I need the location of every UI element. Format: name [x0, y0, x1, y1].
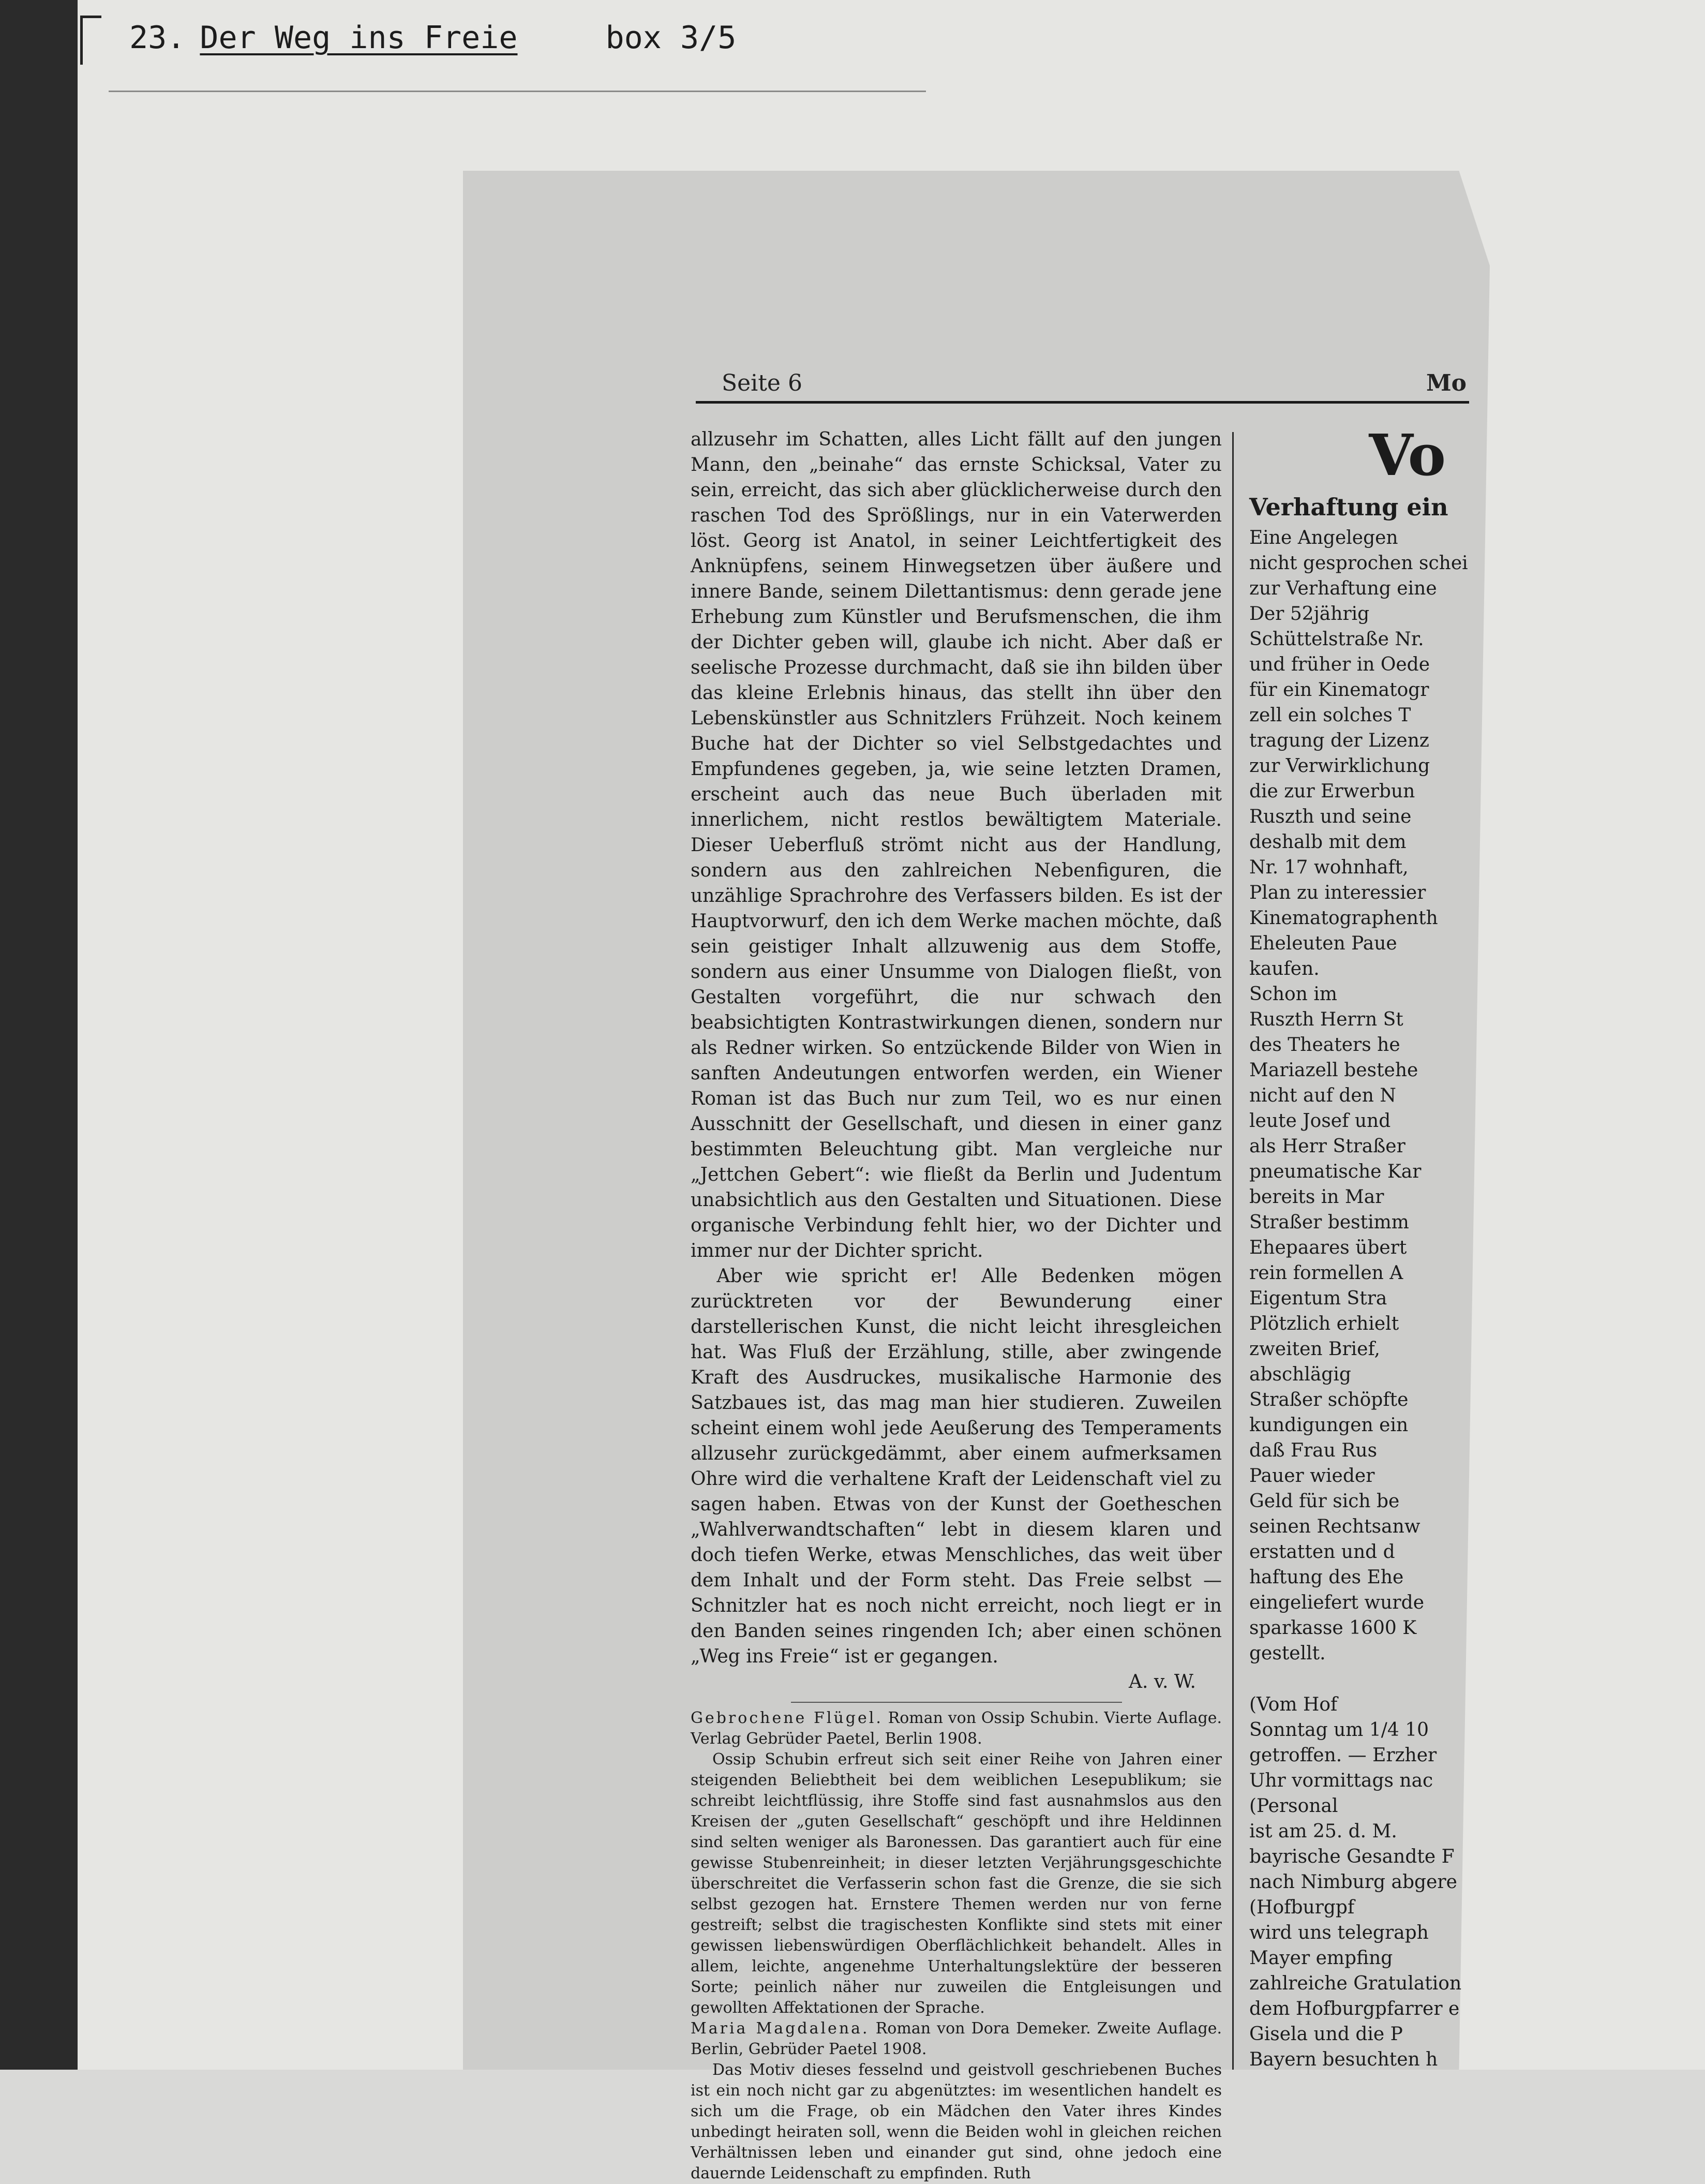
news-line: Plan zu interessier: [1249, 882, 1426, 903]
review-bibliography: Roman von Ossip Schubin. Vierte Auflage. Verlag Gebrüder Paetel, Berlin 1908.: [691, 1709, 1222, 1748]
news-line: Nr. 17 wohnhaft,: [1249, 857, 1409, 878]
news-line: Kinematographenth: [1249, 908, 1438, 929]
news-line: ist am 25. d. M.: [1249, 1821, 1397, 1842]
news-line: Bayern besuchten h: [1249, 2049, 1438, 2070]
header-rule: [109, 91, 926, 92]
news-line: Der 52jährig: [1249, 603, 1370, 625]
news-line: erstatten und d: [1249, 1541, 1395, 1563]
header-underline: [696, 401, 1469, 404]
news-line: Ehepaares übert: [1249, 1237, 1407, 1258]
news-line: Plötzlich erhielt: [1249, 1313, 1399, 1334]
news-line: Mayer empfing: [1249, 1948, 1393, 1969]
news-line: bereits in Mar: [1249, 1186, 1384, 1208]
news-line: (Personal: [1249, 1795, 1338, 1817]
news-line: Pauer wieder: [1249, 1465, 1375, 1487]
news-line: für ein Kinematogr: [1249, 679, 1429, 701]
news-line: nach Nimburg abgere: [1249, 1871, 1457, 1893]
news-line: zahlreiche Gratulation: [1249, 1973, 1462, 1994]
column-rule: [1232, 432, 1234, 2070]
right-news-column: [1249, 422, 1468, 2070]
news-line: Straßer bestimm: [1249, 1212, 1409, 1233]
news-line: pneumatische Kar: [1249, 1161, 1422, 1182]
news-line: deshalb mit dem: [1249, 831, 1407, 853]
news-line: [1249, 1666, 1446, 1692]
review-gebrochene-fluegel: [691, 1708, 1222, 2018]
news-line: getroffen. — Erzher: [1249, 1745, 1437, 1766]
news-line: zell ein solches T: [1249, 705, 1411, 726]
corner-mark: [80, 16, 101, 65]
news-line: (Vom Hof: [1249, 1694, 1338, 1715]
news-line: Eheleuten Paue: [1249, 933, 1397, 954]
review-title: Gebrochene Flügel.: [691, 1709, 883, 1727]
news-line: Straßer schöpfte: [1249, 1389, 1409, 1410]
news-line: daß Frau Rus: [1249, 1440, 1378, 1461]
review-maria-magdalena: [691, 2018, 1222, 2184]
news-line: Ruszth Herrn St: [1249, 1009, 1403, 1030]
news-line: abschlägig: [1249, 1364, 1351, 1385]
news-line: Sonntag um 1/4 10: [1249, 1719, 1429, 1741]
news-headline: Verhaftung ein: [1249, 493, 1448, 521]
news-line: zur Verhaftung eine: [1249, 578, 1437, 599]
news-line: Eine Angelegen: [1249, 527, 1398, 548]
review-bibliography: Roman von Dora Demeker. Zweite Auflage. Berlin, Gebrüder Paetel 1908.: [691, 2019, 1222, 2058]
news-line: Geld für sich be: [1249, 1491, 1400, 1512]
archive-header: [129, 20, 736, 66]
news-line: Eigentum Stra: [1249, 1288, 1387, 1309]
news-line: tragung der Lizenz: [1249, 730, 1429, 751]
news-line: Schon im: [1249, 984, 1337, 1005]
news-line: gestellt.: [1249, 1643, 1326, 1664]
news-line: Gisela und die P: [1249, 2024, 1403, 2045]
news-line: die zur Erwerbun: [1249, 781, 1415, 802]
article-paragraph: Aber wie spricht er! Alle Bedenken mögen zurücktreten vor der Bewunderung einer darstellerischen Kunst, die nicht leicht ihresgleichen hat. Was Fluß der Erzählung, stille, aber zwingende Kraft des Ausdruckes, musikalische Harmonie des Satzbaues ist, das mag man hier studieren. Zuweilen scheint einem wohl jede Aeußerung des Temperaments allzusehr zurückgedämmt, aber einem aufmerksamen Ohre wird die verhaltene Kraft der Leidenschaft viel zu sagen haben. Etwas von der Kunst der Goetheschen „Wahlverwandtschaften“ lebt in diesem klaren und doch tiefen Werke, etwas Menschliches, das weit über dem Inhalt und der Form steht. Das Freie selbst — Schnitzler hat es noch nicht erreicht, noch liegt er in den Banden seines ringenden Ich; aber einen schönen „Weg ins Freie“ ist er gegangen.: [691, 1266, 1222, 1667]
review-title: Maria Magdalena.: [691, 2019, 870, 2038]
news-line: sparkasse 1600 K: [1249, 1617, 1417, 1639]
news-line: seinen Rechtsanw: [1249, 1516, 1420, 1537]
page-label: Seite 6: [722, 370, 802, 396]
main-article-column: [691, 427, 1222, 2184]
news-line: als Herr Straßer: [1249, 1136, 1405, 1157]
review-text: Das Motiv dieses fesselnd und geistvoll geschriebenen Buches ist ein noch nicht gar zu abgenütztes: im wesentlichen handelt es sich um die Frage, ob ein Mädchen den Vater ihres Kindes unbedingt heiraten soll, wenn die Beiden wohl in gleichen reichen Verhältnissen leben und einander gut sind, ohne jedoch eine dauernde Leidenschaft zu empfinden. Ruth: [691, 2061, 1222, 2182]
news-line: nicht auf den N: [1249, 1085, 1396, 1106]
news-line: wird uns telegraph: [1249, 1922, 1429, 1943]
article-signature: A. v. W.: [1129, 1671, 1196, 1692]
news-line: zur Verwirklichung: [1249, 755, 1430, 777]
masthead-fragment: Mo: [1426, 370, 1467, 396]
scanner-edge: [0, 0, 83, 2070]
archive-title: Der Weg ins Freie: [200, 20, 518, 56]
news-line: Uhr vormittags nac: [1249, 1770, 1433, 1791]
news-line: kaufen.: [1249, 958, 1320, 979]
news-line: des Theaters he: [1249, 1034, 1400, 1056]
news-line: haftung des Ehe: [1249, 1567, 1404, 1588]
review-divider: [791, 1702, 1122, 1703]
news-line: bayrische Gesandte F: [1249, 1846, 1455, 1867]
news-line: dem Hofburgpfarrer e: [1249, 1998, 1460, 2019]
news-line: Schüttelstraße Nr.: [1249, 629, 1424, 650]
news-line: nicht gesprochen schei: [1249, 553, 1468, 574]
news-line: kundigungen ein: [1249, 1415, 1409, 1436]
news-lines: [1249, 525, 1468, 2072]
archive-box: box 3/5: [605, 20, 737, 56]
news-line: rein formellen A: [1249, 1262, 1403, 1284]
news-line: und früher in Oede: [1249, 654, 1430, 675]
news-line: Mariazell bestehe: [1249, 1060, 1418, 1081]
archive-number: 23.: [129, 20, 186, 56]
news-line: eingeliefert wurde: [1249, 1592, 1424, 1613]
page-header: [722, 370, 1467, 401]
article-paragraph: allzusehr im Schatten, alles Licht fällt auf den jungen Mann, den „beinahe“ das ernste Schicksal, Vater zu sein, erreicht, das sich aber glücklicherweise durch den raschen Tod des Sprößlings, nur in ein Vaterwerden löst. Georg ist Anatol, in seiner Leichtfertigkeit des Anknüpfens, seinem Hinwegsetzen über äußere und innere Bande, seinem Dilettantismus: denn gerade jene Erhebung zum Künstler und Berufsmenschen, die ihm der Dichter geben will, glaube ich nicht. Aber daß er seelische Prozesse durchmacht, daß sie ihn bilden über das kleine Erlebnis hinaus, das stellt ihn über den Lebenskünstler aus Schnitzlers Frühzeit. Noch keinem Buche hat der Dichter so viel Selbstgedachtes und Empfundenes gegeben, ja, wie seine letzten Dramen, erscheint auch das neue Buch überladen mit innerlichem, nicht restlos bewältigtem Materiale. Dieser Ueberfluß strömt nicht aus der Handlung, sondern aus den zahlreichen Nebenfiguren, die unzählige Sprachrohre des Verfassers bilden. Es ist der Hauptvorwurf, den ich dem Werke machen möchte, daß sein geistiger Inhalt allzuwenig aus dem Stoffe, sondern aus einer Unsumme von Dialogen fließt, von Gestalten vorgeführt, die nur schwach den beabsichtigten Kontrastwirkungen dienen, sondern nur als Redner wirken. So entzückende Bilder von Wien in sanften Andeutungen entworfen werden, ein Wiener Roman ist das Buch nur zum Teil, wo es nur einen Ausschnitt der Gesellschaft, und diesen in einer ganz bestimmten Beleuchtung gibt. Man vergleiche nur „Jettchen Gebert“: wie fließt da Berlin und Judentum unabsichtlich aus den Gestalten und Situationen. Diese organische Verbindung fehlt hier, wo der Dichter und immer nur der Dichter spricht.: [691, 429, 1222, 1261]
review-text: Ossip Schubin erfreut sich seit einer Reihe von Jahren einer steigenden Beliebtheit bei dem weiblichen Lesepublikum; sie schreibt leichtflüssig, ihre Stoffe sind fast ausnahmslos aus den Kreisen der „guten Gesellschaft“ geschöpft und ihre Heldinnen sind selten weniger als Baronessen. Das garantiert auch für eine gewisse Stubenreinheit; in dieser letzten Verjährungsgeschichte überschreitet die Verfasserin schon fast die Grenze, die sie sich selbst gezogen hat. Ernstere Themen werden nur von ferne gestreift; selbst die tragischesten Konflikte sind stets mit einer gewissen liebenswürdigen Oberflächlichkeit behandelt. Alles in allem, leichte, angenehme Unterhaltungslektüre der besseren Sorte; peinlich näher nur zuweilen die Entgleisungen und gewollten Affektationen der Sprache.: [691, 1750, 1222, 2017]
section-heading: Vo: [1369, 422, 1446, 488]
news-line: Ruszth und seine: [1249, 806, 1412, 827]
news-line: leute Josef und: [1249, 1110, 1391, 1132]
news-line: zweiten Brief,: [1249, 1339, 1380, 1360]
news-line: (Hofburgpf: [1249, 1897, 1355, 1918]
